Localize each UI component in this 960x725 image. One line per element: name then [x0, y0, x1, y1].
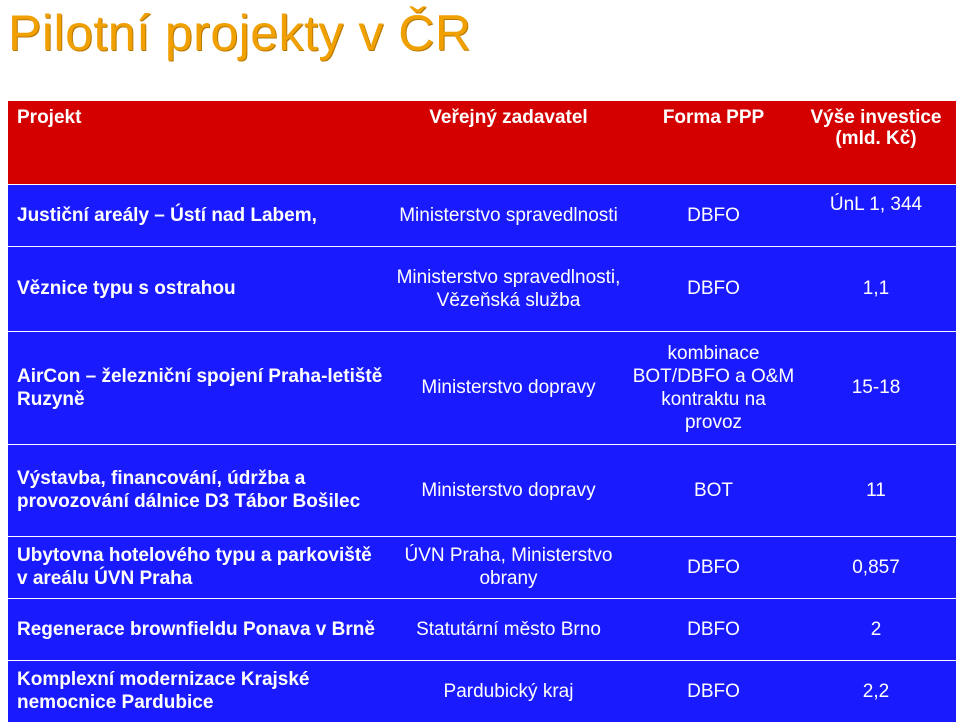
cell-projekt: Komplexní modernizace Krajské nemocnice Pardubice	[8, 660, 386, 722]
cell-vyse: 2,2	[796, 660, 956, 722]
table-row	[8, 184, 956, 246]
cell-zadavatel: Statutární město Brno	[386, 598, 631, 660]
table-row	[8, 660, 956, 722]
cell-zadavatel: Ministerstvo spravedlnosti	[386, 184, 631, 246]
cell-projekt: Justiční areály – Ústí nad Labem,	[8, 184, 386, 246]
cell-projekt: Regenerace brownfieldu Ponava v Brně	[8, 598, 386, 660]
cell-vyse: 1,1	[796, 246, 956, 331]
table-row	[8, 246, 956, 331]
cell-forma: kombinace BOT/DBFO a O&M kontraktu na provoz	[631, 331, 796, 444]
cell-projekt: Věznice typu s ostrahou	[8, 246, 386, 331]
projects-table	[8, 101, 956, 722]
cell-forma: DBFO	[631, 660, 796, 722]
cell-zadavatel: ÚVN Praha, Ministerstvo obrany	[386, 536, 631, 598]
cell-vyse: ÚnL 1, 344	[796, 184, 956, 246]
cell-forma: DBFO	[631, 598, 796, 660]
cell-projekt: Ubytovna hotelového typu a parkoviště v areálu ÚVN Praha	[8, 536, 386, 598]
cell-forma: DBFO	[631, 184, 796, 246]
cell-zadavatel: Ministerstvo spravedlnosti, Vězeňská služba	[386, 246, 631, 331]
cell-vyse: 15-18	[796, 331, 956, 444]
table-header-row	[8, 101, 956, 184]
cell-projekt: Výstavba, financování, údržba a provozování dálnice D3 Tábor Bošilec	[8, 444, 386, 536]
cell-vyse: 11	[796, 444, 956, 536]
cell-forma: DBFO	[631, 536, 796, 598]
header-zadavatel: Veřejný zadavatel	[386, 101, 631, 184]
table-row	[8, 331, 956, 444]
cell-forma: BOT	[631, 444, 796, 536]
slide-title: Pilotní projekty v ČR	[8, 5, 472, 61]
cell-vyse: 0,857	[796, 536, 956, 598]
cell-zadavatel: Ministerstvo dopravy	[386, 331, 631, 444]
header-forma: Forma PPP	[631, 101, 796, 184]
cell-forma: DBFO	[631, 246, 796, 331]
cell-projekt: AirCon – železniční spojení Praha-letiště Ruzyně	[8, 331, 386, 444]
header-projekt: Projekt	[8, 101, 386, 184]
header-vyse: Výše investice (mld. Kč)	[796, 101, 956, 184]
table-row	[8, 598, 956, 660]
cell-vyse: 2	[796, 598, 956, 660]
table-row	[8, 536, 956, 598]
cell-zadavatel: Ministerstvo dopravy	[386, 444, 631, 536]
cell-zadavatel: Pardubický kraj	[386, 660, 631, 722]
table-row	[8, 444, 956, 536]
